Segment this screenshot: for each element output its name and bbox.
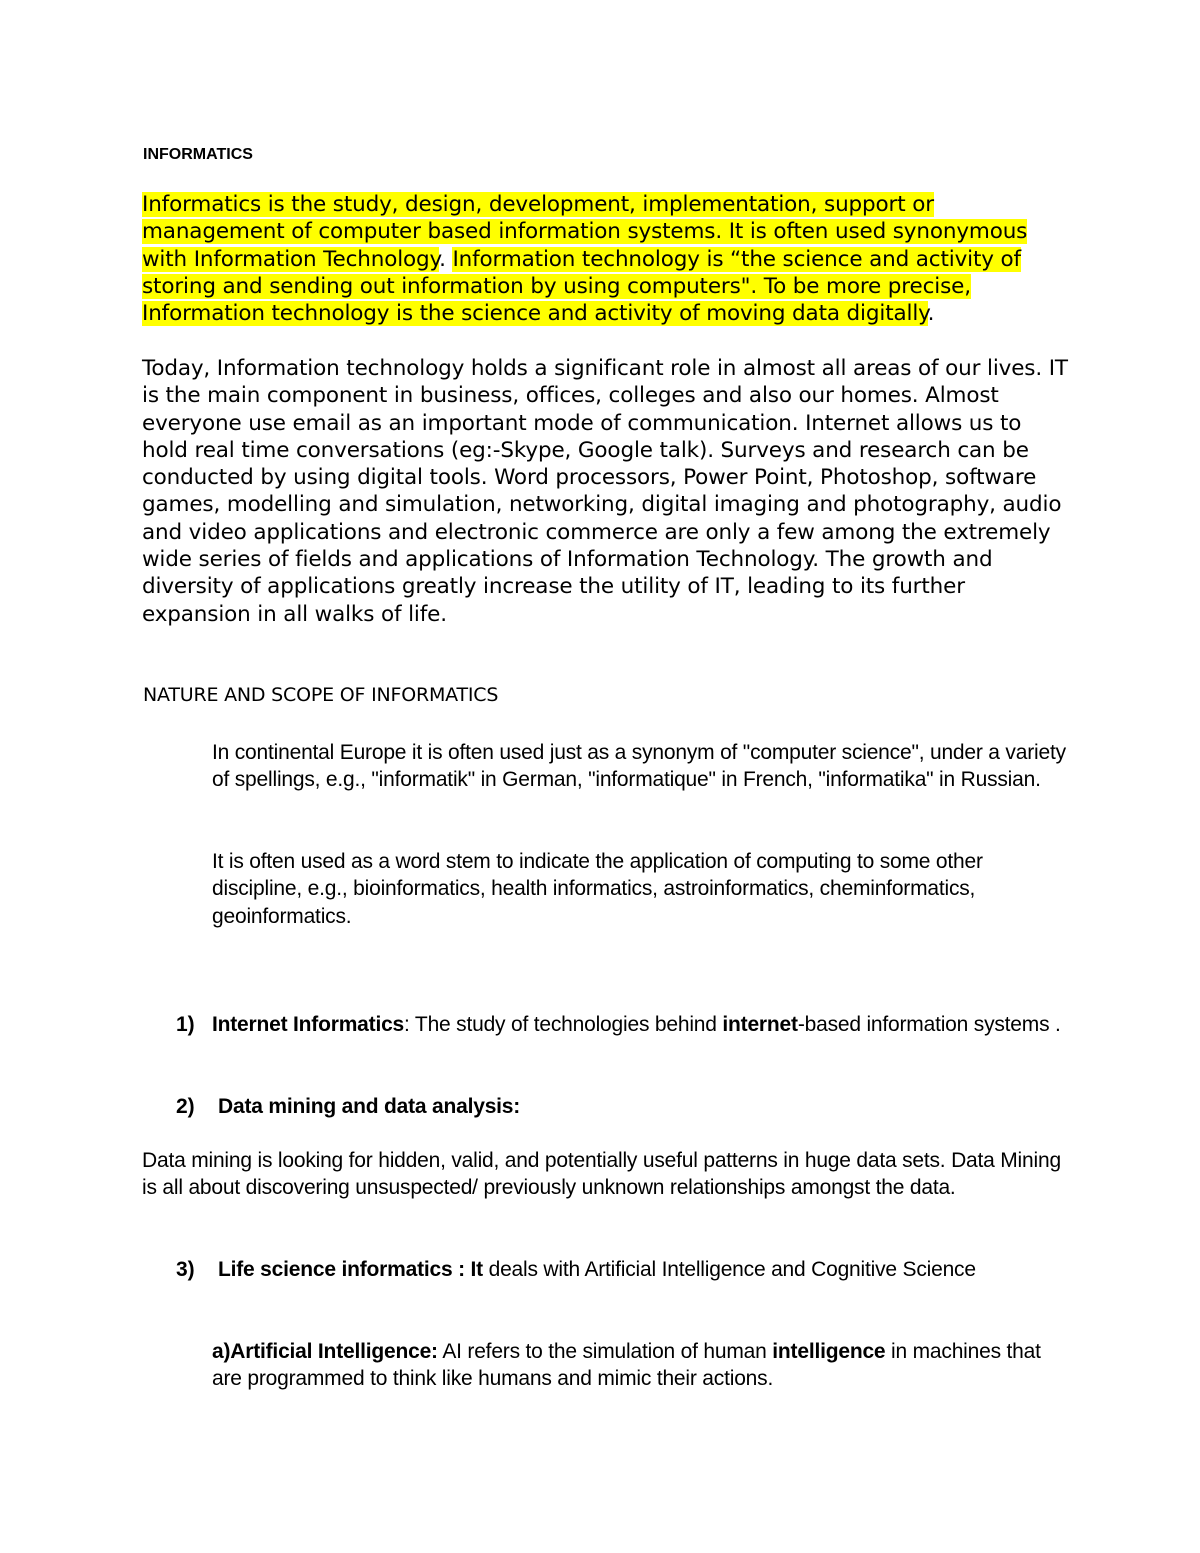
- ai-term: a)Artificial Intelligence:: [212, 1340, 438, 1363]
- ai-text-b: in machines that are programmed to think like humans and mimic their actions.: [212, 1340, 1041, 1391]
- europe-paragraph: In continental Europe it is often used just as a synonym of "computer science", under a variety of spellings, e.g., "informatik" in German, "informatique" in French, "informatika" in Russian.: [212, 741, 1066, 792]
- intro-paragraph: [142, 191, 1052, 327]
- ai-bold-word: intelligence: [772, 1340, 886, 1363]
- ai-text-a: AI refers to the simulation of human: [437, 1340, 773, 1363]
- document-title: INFORMATICS: [143, 146, 253, 163]
- item1-bold-word: internet: [722, 1013, 798, 1036]
- intro-plain-2: .: [927, 301, 935, 327]
- intro-highlight-2: Information technology is “the science and activity of storing and sending out information by using computers". To be more precise, Information technology is the science and activity of moving data digitally: [142, 246, 1021, 327]
- item1-text-a: : The study of technologies behind: [404, 1013, 723, 1036]
- list-item-data-mining: Data mining and data analysis:: [218, 1095, 521, 1118]
- intro-highlight-1: Informatics is the study, design, development, implementation, support or management of computer based information systems. It is often used synonymous with Information Technology: [142, 192, 1028, 272]
- nature-heading: NATURE AND SCOPE OF INFORMATICS: [143, 684, 499, 706]
- data-mining-paragraph: Data mining is looking for hidden, valid, and potentially useful patterns in huge data sets. Data Mining is all about discovering unsuspected/ previously unknown relationships amongst the data.: [142, 1149, 1061, 1200]
- item1-term: Internet Informatics: [212, 1013, 405, 1036]
- word-stem-paragraph: It is often used as a word stem to indicate the application of computing to some other discipline, e.g., bioinformatics, health informatics, astroinformatics, cheminformatics, geoinformatics.: [212, 850, 983, 928]
- item3-text: deals with Artificial Intelligence and Cognitive Science: [482, 1258, 976, 1281]
- intro-plain-1: .: [439, 246, 453, 272]
- list-number-3: 3): [176, 1258, 195, 1281]
- list-item-internet-informatics: [212, 1011, 1072, 1038]
- list-item-life-science: [212, 1256, 1072, 1283]
- artificial-intelligence-paragraph: [212, 1338, 1072, 1393]
- list-number-1: 1): [176, 1013, 195, 1036]
- today-paragraph: Today, Information technology holds a significant role in almost all areas of our lives. IT is the main component in business, offices, colleges and also our homes. Almost everyone use email as an important mode of communication. Internet allows us to hold real time conversations (eg:-Skype, Google talk). Surveys and research can be conducted by using digital tools. Word processors, Power Point, Photoshop, software games, modelling and simulation, networking, digital imaging and photography, audio and video applications and electronic commerce are only a few among the extremely wide series of fields and applications of Information Technology. The growth and diversity of applications greatly increase the utility of IT, leading to its further expansion in all walks of life.: [142, 356, 1068, 627]
- item3-term: Life science informatics : It: [218, 1258, 483, 1281]
- item1-text-b: -based information systems .: [797, 1013, 1061, 1036]
- list-number-2: 2): [176, 1095, 195, 1118]
